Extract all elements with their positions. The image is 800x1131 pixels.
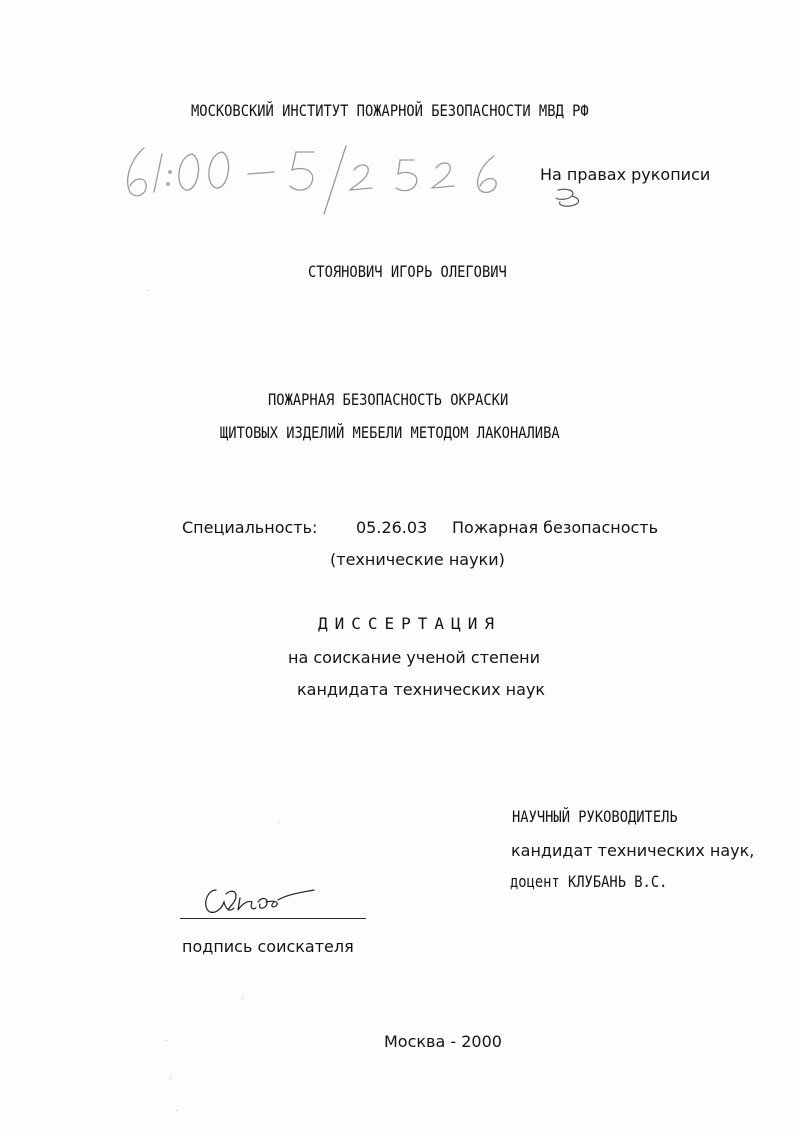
signature-caption: подпись соискателя <box>182 937 354 956</box>
scan-speck <box>166 1040 167 1041</box>
institution-name: МОСКОВСКИЙ ИНСТИТУТ ПОЖАРНОЙ БЕЗОПАСНОСТИ МВД РФ <box>191 101 589 120</box>
scan-speck <box>170 1078 171 1079</box>
supervisor-role: НАУЧНЫЙ РУКОВОДИТЕЛЬ <box>512 807 678 826</box>
title-line-2: ЩИТОВЫХ ИЗДЕЛИЙ МЕБЕЛИ МЕТОДОМ ЛАКОНАЛИВА <box>220 423 560 442</box>
scan-speck <box>148 290 149 291</box>
scan-speck <box>176 1110 177 1111</box>
work-type-line-2: кандидата технических наук <box>297 680 546 699</box>
supervisor-name: доцент КЛУБАНЬ В.С. <box>510 872 668 891</box>
scan-speck <box>242 998 243 999</box>
specialty-field: (технические науки) <box>330 550 505 569</box>
title-line-1: ПОЖАРНАЯ БЕЗОПАСНОСТЬ ОКРАСКИ <box>268 390 509 409</box>
handwritten-mark-scribble <box>552 186 592 208</box>
archive-stamp-handwritten <box>118 140 528 220</box>
manuscript-note: На правах рукописи <box>540 165 711 184</box>
archive-stamp-scribble <box>118 140 528 220</box>
applicant-signature-scribble <box>196 880 326 920</box>
author-name: СТОЯНОВИЧ ИГОРЬ ОЛЕГОВИЧ <box>308 262 507 281</box>
specialty-name: Пожарная безопасность <box>452 518 659 537</box>
specialty-code: 05.26.03 <box>356 518 428 537</box>
work-type-heading: ДИССЕРТАЦИЯ <box>318 614 501 633</box>
work-type-line-1: на соискание ученой степени <box>288 648 541 667</box>
signature-line <box>180 918 366 919</box>
scan-speck <box>278 822 279 823</box>
specialty-label: Специальность: <box>182 518 318 537</box>
handwritten-mark <box>552 186 592 208</box>
city-year: Москва - 2000 <box>384 1032 502 1051</box>
applicant-signature <box>196 880 326 920</box>
supervisor-degree: кандидат технических наук, <box>511 841 755 860</box>
